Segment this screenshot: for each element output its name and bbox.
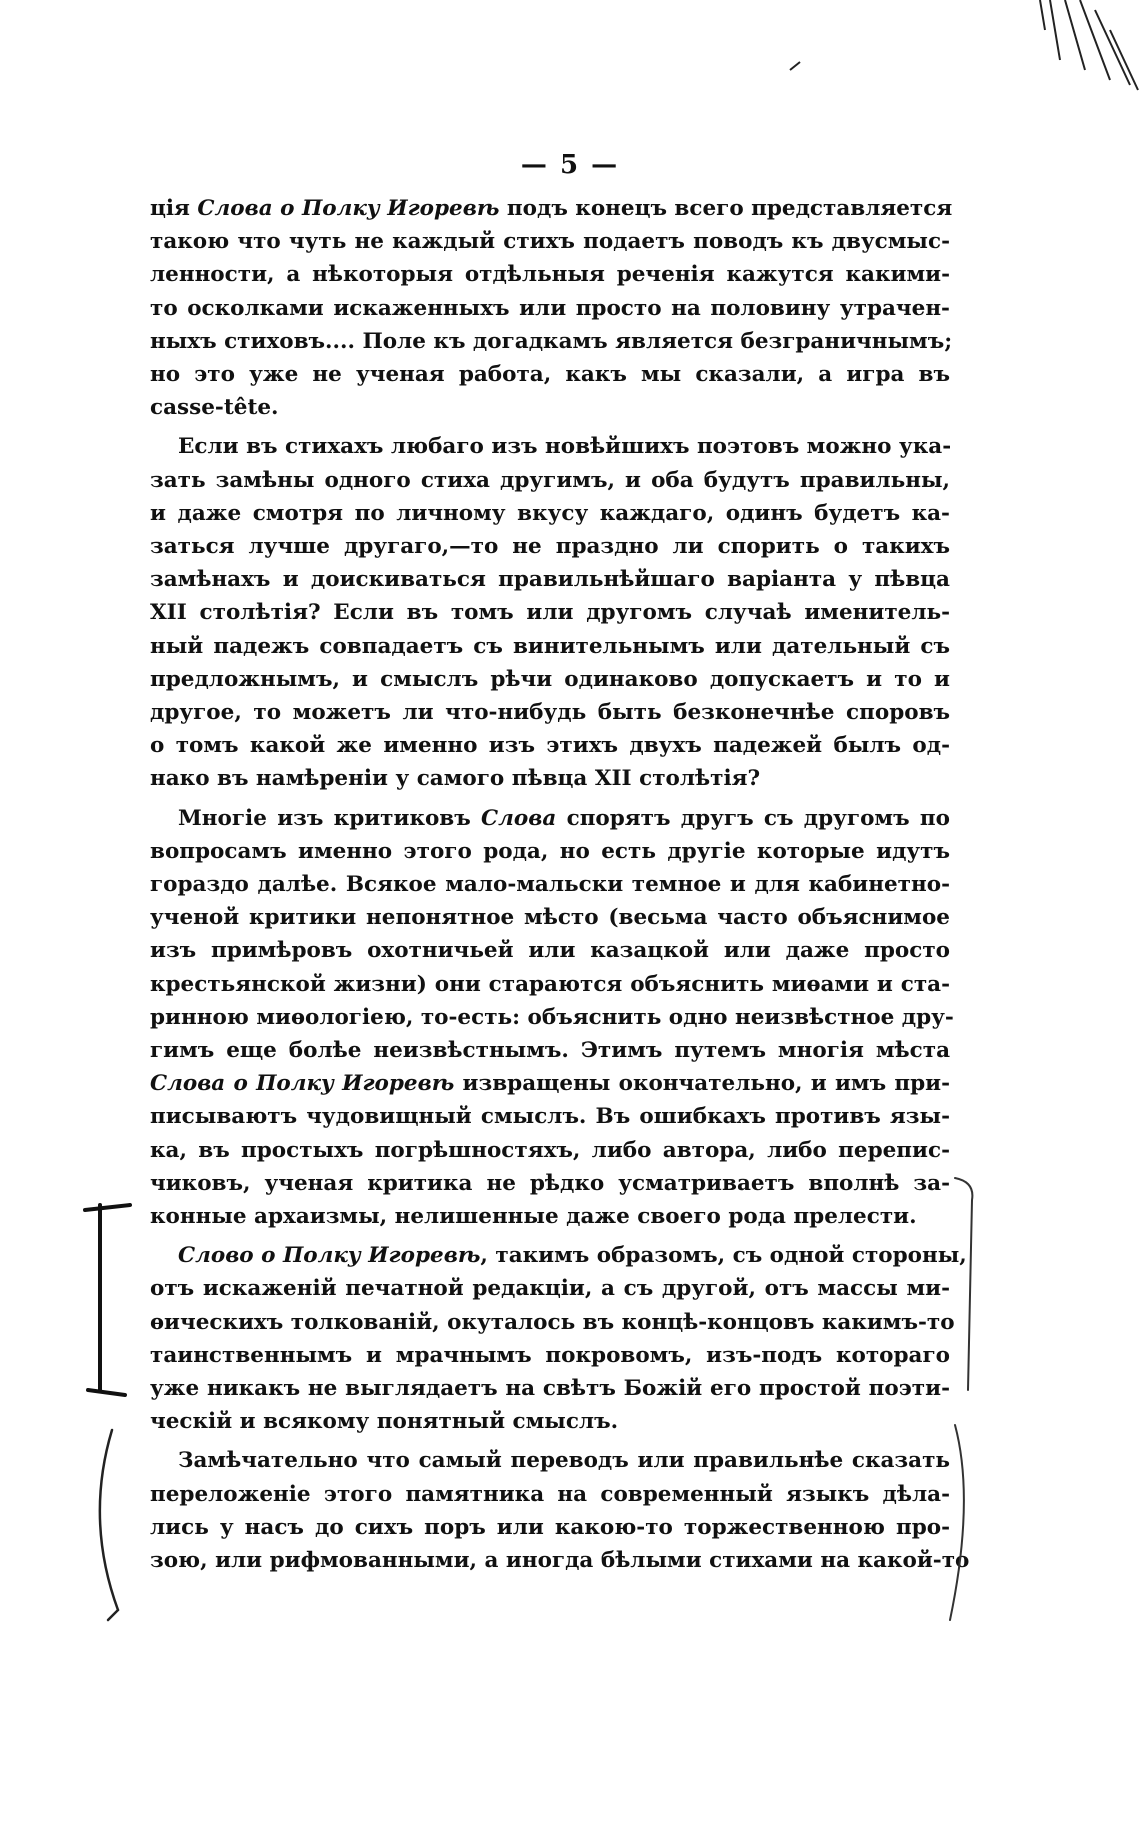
text-line: casse-tête. bbox=[150, 395, 279, 420]
page-number: — 5 — bbox=[520, 150, 620, 180]
text-line: то осколками искаженныхъ или просто на половину утрачен- bbox=[150, 296, 950, 321]
italic-title: Слово о Полку Игоревѣ bbox=[178, 1243, 481, 1268]
text-line: заться лучше другаго,—то не праздно ли спорить о такихъ bbox=[150, 534, 950, 559]
text-line: писываютъ чудовищный смыслъ. Въ ошибкахъ противъ язы- bbox=[150, 1104, 950, 1129]
text-line: ческій и всякому понятный смыслъ. bbox=[150, 1409, 619, 1434]
text-line: лись у насъ до сихъ поръ или какою-то торжественною про- bbox=[150, 1515, 950, 1540]
text-line: Слово о Полку Игоревѣ, такимъ образомъ, съ одной стороны, bbox=[178, 1243, 967, 1268]
text-line: ка, въ простыхъ погрѣшностяхъ, либо автора, либо перепис- bbox=[150, 1138, 950, 1163]
text-line: ный падежъ совпадаетъ съ винительнымъ или дательный съ bbox=[150, 634, 950, 659]
text-line: зою, или рифмованными, а иногда бѣлыми стихами на какой-то bbox=[150, 1548, 970, 1573]
italic-title: Слова bbox=[481, 806, 557, 831]
text-line: крестьянской жизни) они стараются объяснить миѳами и ста- bbox=[150, 972, 950, 997]
text-line: ленности, а нѣкоторыя отдѣльныя реченія кажутся какими- bbox=[150, 262, 950, 287]
text-line: ція Слова о Полку Игоревѣ подъ конецъ всего представляется bbox=[150, 196, 953, 221]
text-line: Слова о Полку Игоревѣ извращены окончательно, и имъ при- bbox=[150, 1071, 950, 1096]
text-line: но это уже не ученая работа, какъ мы сказали, а игра въ bbox=[150, 362, 950, 387]
text-line: такою что чуть не каждый стихъ подаетъ поводъ къ двусмыс- bbox=[150, 229, 950, 254]
text-line: ученой критики непонятное мѣсто (весьма часто объяснимое bbox=[150, 905, 950, 930]
text-line: Замѣчательно что самый переводъ или правильнѣе сказать bbox=[178, 1448, 950, 1473]
text-line: другое, то можетъ ли что-нибудь быть безконечнѣе споровъ bbox=[150, 700, 950, 725]
text-line: гимъ еще болѣе неизвѣстнымъ. Этимъ путемъ многія мѣста bbox=[150, 1038, 950, 1063]
text-line: предложнымъ, и смыслъ рѣчи одинаково допускаетъ и то и bbox=[150, 667, 950, 692]
text-line: таинственнымъ и мрачнымъ покровомъ, изъ-подъ котораго bbox=[150, 1343, 950, 1368]
text-line: ринною миѳологіею, то-есть: объяснить одно неизвѣстное дру- bbox=[150, 1005, 954, 1030]
italic-title: Слова о Полку Игоревѣ bbox=[197, 196, 500, 221]
italic-title: Слова о Полку Игоревѣ bbox=[150, 1071, 455, 1096]
text-line: замѣнахъ и доискиваться правильнѣйшаго варіанта у пѣвца bbox=[150, 567, 950, 592]
text-line: ныхъ стиховъ.... Поле къ догадкамъ является безграничнымъ; bbox=[150, 329, 953, 354]
text-line: уже никакъ не выглядаетъ на свѣтъ Божій его простой поэти- bbox=[150, 1376, 950, 1401]
text-line: конные архаизмы, нелишенные даже своего рода прелести. bbox=[150, 1204, 917, 1229]
text-line: и даже смотря по личному вкусу каждаго, одинъ будетъ ка- bbox=[150, 501, 950, 526]
text-line: гораздо далѣе. Всякое мало-мальски темное и для кабинетно- bbox=[150, 872, 950, 897]
text-line: чиковъ, ученая критика не рѣдко усматриваетъ вполнѣ за- bbox=[150, 1171, 950, 1196]
text-line: ѳическихъ толкованій, окуталось въ концѣ-концовъ какимъ-то bbox=[150, 1310, 955, 1335]
text-line: XII столѣтія? Если въ томъ или другомъ случаѣ именитель- bbox=[150, 600, 950, 625]
text-line: Многіе изъ критиковъ Слова спорятъ другъ съ другомъ по bbox=[178, 806, 950, 831]
text-line: вопросамъ именно этого рода, но есть другіе которые идутъ bbox=[150, 839, 950, 864]
text-line: отъ искаженій печатной редакціи, а съ другой, отъ массы ми- bbox=[150, 1276, 950, 1301]
text-line: переложеніе этого памятника на современный языкъ дѣла- bbox=[150, 1482, 950, 1507]
text-line: изъ примѣровъ охотничьей или казацкой или даже просто bbox=[150, 938, 950, 963]
text-line: о томъ какой же именно изъ этихъ двухъ падежей былъ од- bbox=[150, 733, 950, 758]
text-line: зать замѣны одного стиха другимъ, и оба будутъ правильны, bbox=[150, 468, 950, 493]
text-line: нако въ намѣреніи у самого пѣвца XII столѣтія? bbox=[150, 766, 761, 791]
text-line: Если въ стихахъ любаго изъ новѣйшихъ поэтовъ можно ука- bbox=[178, 434, 952, 459]
